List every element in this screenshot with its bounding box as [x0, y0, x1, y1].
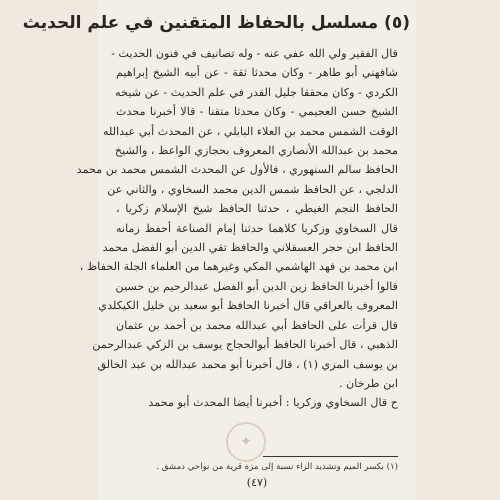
text-line: الذهبي ، قال أخبرنا الحافظ أبوالحجاج يوسف بن الزكي عبدالرحمن [92, 338, 398, 352]
text-line: ابن طرخان . [338, 376, 398, 390]
text-line: الحافظ سالم السنهوري ، فالأول عن المحدث الشمس محمد بن محمد [76, 163, 398, 177]
text-line: محمد بن عبدالله الأنصاري المعروف بحجازي الواعظ ، والشيخ [114, 144, 398, 158]
text-line: ابن محمد بن فهد الهاشمي المكي وغيرهما من العلماء الجلة الحفاظ ، [79, 260, 398, 274]
body-text [76, 44, 398, 413]
text-line: الشيخ حسن العجيمي - وكان محدثا متقنا - قالا أخبرنا محدث [116, 105, 398, 119]
text-line: الحافظ النجم الغيطي ، حدثنا الحافظ شيخ الإسلام زكريا ، [116, 202, 398, 216]
text-line: بن يوسف المزي (١) ، قال أخبرنا أبو محمد عبدالله بن عبد الخالق [97, 357, 398, 371]
section-heading: (٥) مسلسل بالحفاظ المتقنين في علم الحديث [22, 13, 410, 33]
text-line: المعروف بالعراقي قال أخبرنا الحافظ أبو سعيد بن خليل الكيكلدي [98, 299, 398, 313]
text-line: قال السخاوي وزكريا كلاهما حدثنا إمام الصناعة أحفظ زمانه [116, 221, 398, 235]
book-page [22, 0, 416, 500]
text-line: قالوا أخبرنا الحافظ زين الدين أبو الفضل عبدالرحيم بن حسين [115, 279, 398, 293]
text-line: ح قال السخاوي وزكريا : أخبرنا أيضا المحدث أبو محمد [148, 396, 398, 410]
footnote-separator [263, 456, 398, 457]
text-line: قال الفقير ولي الله عفي عنه - وله تصانيف في فنون الحديث - [111, 47, 398, 60]
text-line: الدلجي ، عن الحافظ شمس الدين محمد السخاوي ، والثاني عن [107, 182, 398, 196]
text-line: شافهني أبو طاهر - وكان محدثا ثقة - عن أبيه الشيخ إبراهيم [116, 66, 398, 80]
text-line: الحافظ ابن حجر العسقلاني والحافظ تقي الدين أبو الفضل محمد [102, 241, 398, 255]
text-line: الكردي - وكان محققا جليل القدر في علم الحديث - عن شيخه [115, 85, 398, 99]
library-stamp-icon: ✦ [226, 422, 266, 462]
page-number: (٤٧) [246, 476, 268, 489]
text-line: قال قرأت على الحافظ أبي عبدالله محمد بن أحمد بن عثمان [116, 318, 398, 332]
text-line: الوقت الشمس محمد بن العلاء البابلي ، عن المحدث أبي عبدالله [103, 124, 398, 138]
footnote: (١) بكسر الميم وتشديد الزاء نسبة إلى مزة قرية من نواحي دمشق . [156, 462, 398, 472]
